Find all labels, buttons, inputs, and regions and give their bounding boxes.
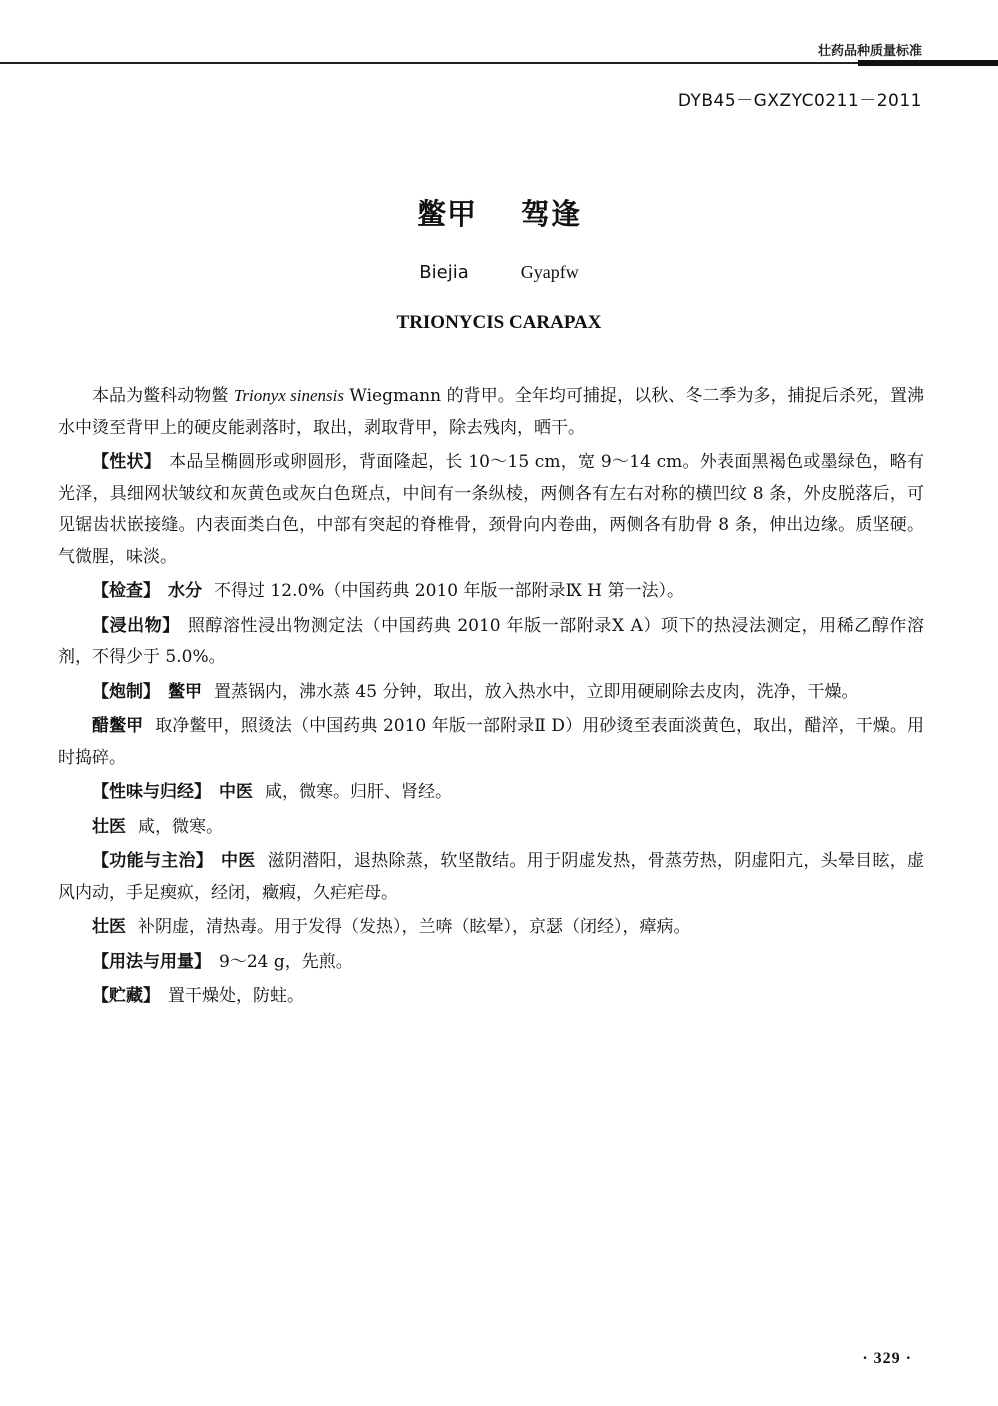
section-sublabel: 壮医 — [92, 917, 126, 937]
section-sublabel: 水分 — [168, 581, 202, 601]
page-number: · 329 · — [862, 1350, 912, 1367]
section-sublabel: 中医 — [220, 851, 256, 871]
section-text: 咸，微寒。归肝、肾经。 — [265, 782, 452, 802]
title-pinyin: Biejia — [419, 262, 469, 283]
title-zhuang-pinyin: Gyapfw — [520, 262, 579, 282]
section-label: 【贮藏】 — [92, 986, 160, 1006]
running-title: 壮药品种质量标准 — [817, 44, 922, 59]
section-sublabel: 醋鳖甲 — [92, 716, 144, 736]
section-text: 咸，微寒。 — [138, 816, 223, 837]
intro-text-after: Wiegmann 的背甲。全年均可捕捉，以秋、冬二季为多，捕捉后杀死，置沸水中烫至背甲上的硬皮能剥落时，取出，剥取背甲，除去残肉，晒干。 — [58, 386, 924, 438]
section-processing-vinegar — [58, 711, 924, 774]
section-characters — [58, 447, 924, 573]
title-chinese-name: 鳖甲 — [416, 197, 477, 231]
header-rule-accent — [858, 60, 998, 66]
section-text: 照醇溶性浸出物测定法（中国药典 2010 年版一部附录Ⅹ A）项下的热浸法测定，用稀乙醇作溶剂，不得少于 5.0%。 — [58, 615, 924, 667]
section-text: 9～24 g，先煎。 — [219, 951, 353, 972]
section-inspection — [58, 576, 924, 608]
section-usage — [58, 947, 924, 979]
section-label: 【浸出物】 — [92, 615, 180, 636]
section-text: 滋阴潜阳，退热除蒸，软坚散结。用于阴虚发热，骨蒸劳热，阴虚阳亢，头晕目眩，虚风内动，手足瘈疭，经闭，癥瘕，久疟疟母。 — [58, 851, 925, 903]
title-pinyin-line — [0, 262, 998, 283]
section-label: 【性味与归经】 — [92, 782, 211, 802]
intro-paragraph — [58, 380, 924, 444]
section-text: 不得过 12.0%（中国药典 2010 年版一部附录Ⅸ H 第一法）。 — [214, 581, 685, 601]
section-processing — [58, 677, 924, 709]
section-function-zhuang — [58, 912, 924, 944]
standard-code: DYB45－GXZYC0211－2011 — [677, 91, 922, 111]
section-storage — [58, 981, 924, 1013]
section-label: 【性状】 — [92, 452, 162, 472]
section-label: 【功能与主治】 — [92, 851, 213, 871]
section-text: 置蒸锅内，沸水蒸 45 分钟，取出，放入热水中，立即用硬刷除去皮肉，洗净，干燥。 — [214, 681, 859, 702]
section-text: 取净鳖甲，照烫法（中国药典 2010 年版一部附录Ⅱ D）用砂烫至表面淡黄色，取出，醋淬，干燥。用时捣碎。 — [58, 716, 924, 768]
section-function — [58, 846, 924, 909]
section-text: 本品呈椭圆形或卵圆形，背面隆起，长 10～15 cm，宽 9～14 cm。外表面黑褐色或墨绿色，略有光泽，具细网状皱纹和灰黄色或灰白色斑点，中间有一条纵棱，两侧各有左右对称的横凹纹 8 条，外皮脱落后，可见锯齿状嵌接缝。内表面类白色，中部有突起的脊椎骨，颈骨向内卷曲，两侧各有肋骨 8 条，伸出边缘。质坚硬。气微腥，味淡。 — [58, 452, 924, 567]
section-text: 置干燥处，防蛀。 — [168, 986, 304, 1006]
section-nature-zhuang — [58, 812, 924, 844]
header-rule — [0, 62, 998, 64]
section-sublabel: 鳖甲 — [168, 681, 202, 702]
title-latin-name: TRIONYCIS CARAPAX — [396, 312, 602, 333]
section-nature — [58, 777, 924, 809]
section-label: 【炮制】 — [92, 681, 160, 702]
title-zhuang-name: 驾逢 — [521, 197, 582, 231]
intro-text-before: 本品为鳖科动物鳖 — [92, 386, 234, 406]
monograph-body — [58, 380, 924, 1016]
section-label: 【检查】 — [92, 581, 160, 601]
section-sublabel: 中医 — [219, 782, 253, 802]
species-name: Trionyx sinensis — [233, 386, 344, 405]
section-text: 补阴虚，清热毒。用于发得（发热），兰喯（眩晕），京瑟（闭经），瘴病。 — [138, 917, 691, 937]
section-extract — [58, 611, 924, 674]
section-sublabel: 壮医 — [92, 816, 126, 837]
section-label: 【用法与用量】 — [92, 951, 211, 972]
page-title — [0, 192, 998, 233]
